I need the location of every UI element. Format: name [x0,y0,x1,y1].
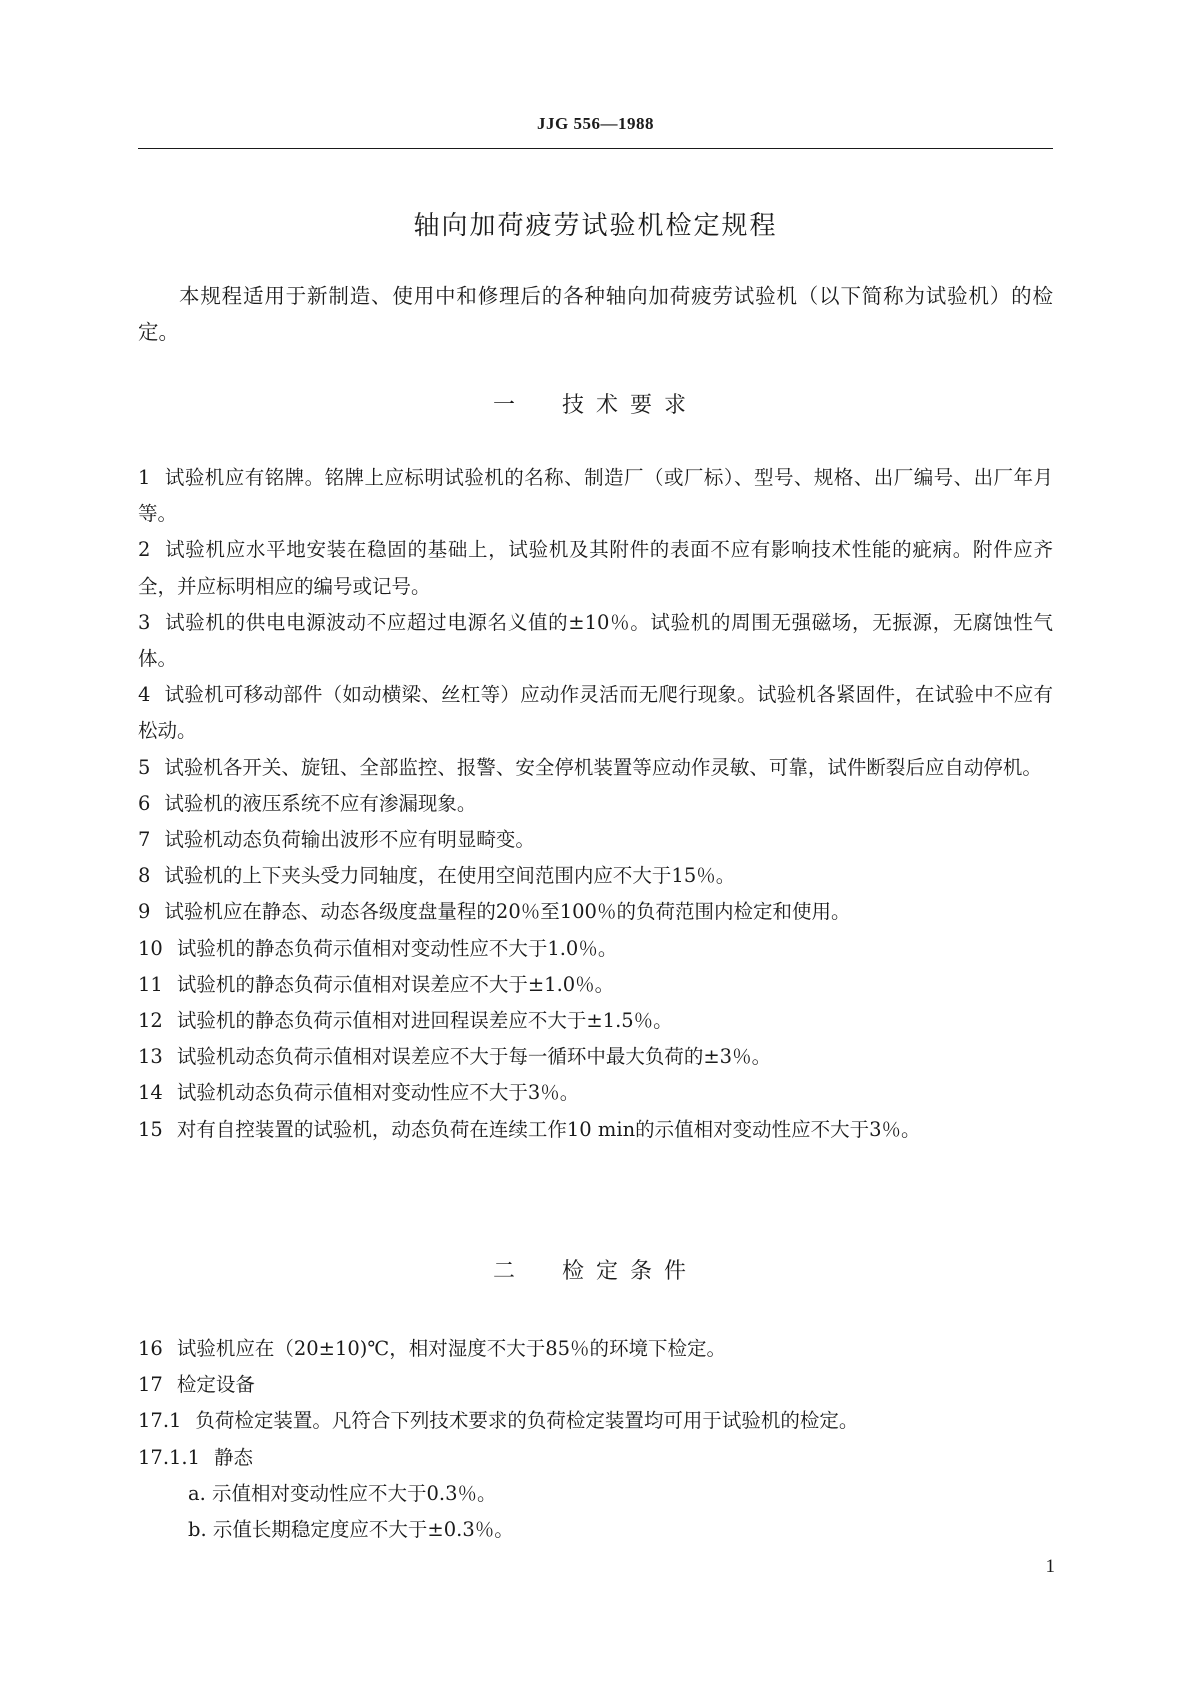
clause-number: 4 [138,683,151,707]
clause-text: 试验机的液压系统不应有渗漏现象。 [164,791,477,815]
clause-3 [138,605,1053,677]
sub-item-b: b. 示值长期稳定度应不大于±0.3％。 [188,1518,514,1542]
clause-number: 9 [138,900,151,924]
page-number: 1 [1045,1556,1055,1577]
clause-text: 试验机各开关、旋钮、全部监控、报警、安全停机装置等应动作灵敏、可靠，试件断裂后应自动停机。 [164,755,1042,779]
clause-text: 试验机的供电电源波动不应超过电源名义值的±10％。试验机的周围无强磁场，无振源，无腐蚀性气体。 [138,610,1053,671]
clause-7 [138,822,1053,858]
clause-text: 试验机动态负荷示值相对变动性应不大于3％。 [176,1081,580,1105]
clause-number: 17.1 [138,1409,182,1433]
clause-text: 试验机的静态负荷示值相对变动性应不大于1.0％。 [176,936,618,960]
clause-number: 17.1.1 [138,1445,201,1469]
section-heading-technical-requirements: 一 技术要求 [493,393,698,418]
clause-number: 14 [138,1081,163,1105]
clause-text: 试验机可移动部件（如动横梁、丝杠等）应动作灵活而无爬行现象。试验机各紧固件，在试验中不应有松动。 [138,683,1053,743]
clause-text: 检定设备 [176,1373,255,1397]
clause-4 [138,677,1053,749]
clause-number: 8 [138,864,151,888]
document-title: 轴向加荷疲劳试验机检定规程 [413,211,778,241]
clause-12 [138,1003,1053,1039]
clause-number: 2 [138,538,151,562]
clause-text: 试验机应在（20±10)℃，相对湿度不大于85％的环境下检定。 [176,1337,727,1360]
clause-2 [138,532,1053,604]
clause-text: 试验机应在静态、动态各级度盘量程的20％至100％的负荷范围内检定和使用。 [164,900,851,924]
clause-number: 3 [138,610,151,634]
clause-number: 10 [138,936,163,960]
clause-number: 6 [138,791,151,815]
clause-text: 静态 [214,1445,254,1469]
clause-17-1-1 [138,1440,1053,1476]
clause-number: 12 [138,1009,163,1033]
clause-number: 1 [138,466,151,489]
clause-text: 试验机动态负荷示值相对误差应不大于每一循环中最大负荷的±3％。 [176,1045,772,1069]
intro-paragraph: 本规程适用于新制造、使用中和修理后的各种轴向加荷疲劳试验机（以下简称为试验机）的检定。 [138,284,1053,344]
clause-number: 5 [138,755,151,779]
clause-number: 15 [138,1117,163,1141]
clause-number: 13 [138,1045,163,1069]
header-rule [138,148,1053,149]
clause-9 [138,894,1053,930]
clause-14 [138,1075,1053,1111]
clause-8 [138,858,1053,894]
clause-6 [138,786,1053,822]
clause-text: 试验机应水平地安装在稳固的基础上，试验机及其附件的表面不应有影响技术性能的疵病。附件应齐全，并应标明相应的编号或记号。 [138,538,1053,598]
clause-1 [138,460,1053,532]
clause-5 [138,750,1053,786]
clause-text: 负荷检定装置。凡符合下列技术要求的负荷检定装置均可用于试验机的检定。 [195,1409,859,1433]
clause-text: 试验机动态负荷输出波形不应有明显畸变。 [164,828,535,852]
clause-16 [138,1331,1053,1367]
clause-number: 7 [138,828,151,852]
clause-13 [138,1039,1053,1075]
section-heading-verification-conditions: 二 检定条件 [493,1259,698,1284]
clause-text: 试验机的上下夹头受力同轴度，在使用空间范围内应不大于15％。 [164,864,736,888]
clause-number: 17 [138,1373,163,1397]
clause-text: 试验机的静态负荷示值相对进回程误差应不大于±1.5％。 [176,1009,673,1033]
clause-number: 11 [138,972,163,996]
clause-17 [138,1367,1053,1403]
document-code-header: JJG 556—1988 [537,114,654,133]
clause-text: 试验机的静态负荷示值相对误差应不大于±1.0％。 [176,972,615,996]
clause-10 [138,931,1053,967]
sub-item-a: a. 示值相对变动性应不大于0.3％。 [188,1481,497,1505]
clause-15 [138,1112,1053,1148]
clause-11 [138,967,1053,1003]
clause-text: 试验机应有铭牌。铭牌上应标明试验机的名称、制造厂（或厂标）、型号、规格、出厂编号、出厂年月等。 [138,466,1053,526]
technical-requirements-clauses [138,460,1053,1148]
clause-number: 16 [138,1337,163,1360]
verification-conditions-clauses [138,1331,1053,1548]
clause-text: 对有自控装置的试验机，动态负荷在连续工作10 min的示值相对变动性应不大于3％。 [176,1117,921,1141]
clause-17-1 [138,1403,1053,1439]
